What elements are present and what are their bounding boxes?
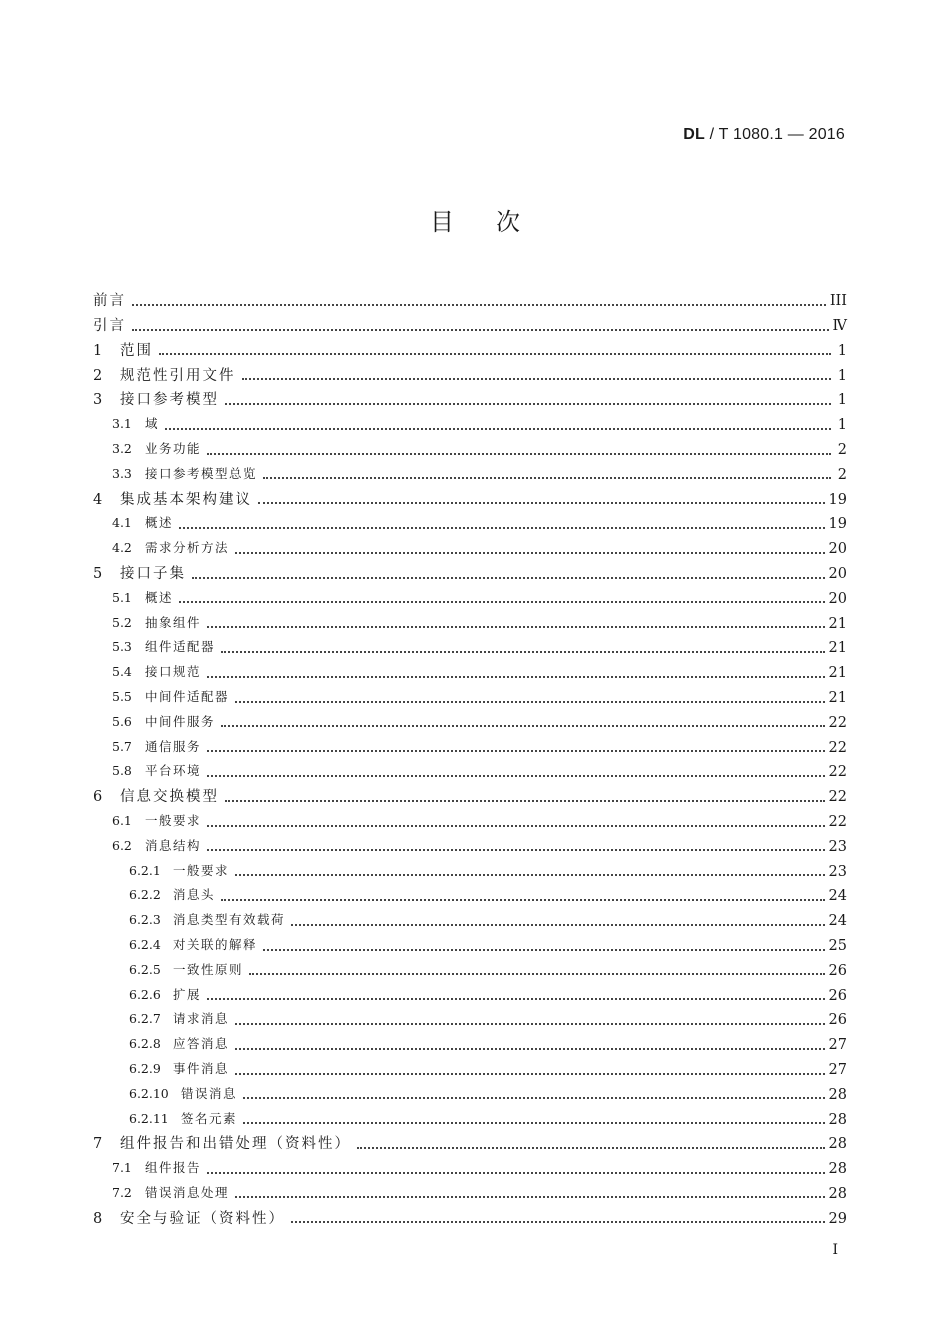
toc-dot-leader [235, 1023, 825, 1025]
toc-entry-label: 概述 [145, 515, 174, 531]
toc-entry-label: 需求分析方法 [145, 540, 230, 556]
toc-entry-label: 消息头 [173, 887, 216, 903]
toc-entry[interactable] [93, 706, 847, 731]
toc-entry-page: 27 [828, 1062, 847, 1078]
toc-entry[interactable] [93, 334, 847, 359]
toc-entry-number: 5.7 [112, 738, 132, 754]
toc-entry-number: 5.4 [112, 664, 132, 680]
page-title: 目次 [430, 208, 562, 236]
toc-entry-label: 事件消息 [173, 1061, 230, 1076]
toc-entry-number: 6.2.6 [129, 986, 161, 1002]
toc-entry[interactable] [93, 830, 847, 855]
toc-entry-label: 错误消息处理 [145, 1184, 230, 1200]
toc-entry-label: 一致性原则 [173, 961, 244, 977]
toc-entry-page: 26 [828, 987, 847, 1004]
toc-entry-number: 5.8 [112, 763, 132, 779]
toc-dot-leader [225, 800, 825, 802]
toc-dot-leader [258, 502, 825, 504]
toc-entry-number: 6.2.11 [129, 1110, 169, 1126]
toc-entry[interactable] [93, 408, 847, 433]
document-number-rest: / T 1080.1 — 2016 [705, 126, 845, 143]
toc-dot-leader [132, 304, 826, 306]
toc-entry-page: 19 [828, 491, 847, 508]
toc-entry-page: Ⅳ [832, 318, 847, 335]
toc-entry[interactable] [93, 656, 847, 681]
toc-entry-number: 7.2 [112, 1184, 132, 1200]
table-of-contents [93, 284, 847, 1226]
toc-dot-leader [179, 527, 825, 529]
toc-dot-leader [207, 775, 825, 777]
toc-entry[interactable] [93, 284, 847, 309]
toc-entry-page: 23 [828, 863, 847, 880]
toc-entry[interactable] [93, 1053, 847, 1078]
toc-entry-number: 6.2.5 [129, 961, 161, 977]
toc-entry-label: 消息结构 [145, 837, 202, 853]
toc-entry-page: 29 [828, 1210, 847, 1227]
toc-entry-label: 接口规范 [145, 664, 202, 680]
toc-entry-label: 接口参考模型总览 [145, 465, 258, 481]
toc-entry-page: 25 [828, 938, 847, 955]
toc-entry-label: 信息交换模型 [120, 789, 219, 806]
toc-entry-page: III [829, 293, 847, 310]
toc-dot-leader [225, 403, 831, 405]
toc-entry-label: 接口参考模型 [120, 392, 219, 409]
toc-entry-number: 5.5 [112, 689, 132, 705]
toc-entry-page: 20 [828, 566, 847, 583]
toc-entry[interactable] [93, 1028, 847, 1053]
toc-entry-number: 3 [93, 392, 103, 409]
toc-entry-number: 5.2 [112, 614, 132, 630]
toc-entry-label: 接口子集 [120, 566, 186, 583]
toc-entry[interactable] [93, 805, 847, 830]
toc-dot-leader [291, 1221, 825, 1223]
toc-entry-number: 6.1 [112, 813, 132, 829]
toc-entry-page: 28 [828, 1185, 847, 1202]
toc-entry[interactable] [93, 631, 847, 656]
toc-entry-number: 6.2 [112, 837, 132, 853]
toc-entry-label: 请求消息 [173, 1011, 230, 1027]
toc-entry[interactable] [93, 879, 847, 904]
toc-entry-page: 28 [828, 1161, 847, 1178]
toc-dot-leader [235, 1073, 825, 1075]
toc-entry-page: 28 [828, 1111, 847, 1128]
toc-entry-page: 21 [828, 615, 847, 632]
toc-entry-number: 6.2.7 [129, 1011, 161, 1027]
toc-entry-page: 22 [828, 764, 847, 781]
toc-entry-number: 3.1 [112, 416, 132, 432]
toc-entry[interactable] [93, 482, 847, 507]
toc-entry[interactable] [93, 458, 847, 483]
toc-entry[interactable] [93, 854, 847, 879]
toc-entry-label: 范围 [120, 342, 153, 359]
toc-dot-leader [291, 924, 825, 926]
toc-dot-leader [221, 651, 825, 653]
toc-dot-leader [235, 1196, 825, 1198]
toc-dot-leader [235, 552, 825, 554]
toc-entry[interactable] [93, 1078, 847, 1103]
toc-entry-number: 6.2.3 [129, 912, 161, 928]
toc-entry[interactable] [93, 730, 847, 755]
toc-entry[interactable] [93, 606, 847, 631]
toc-entry[interactable] [93, 1127, 847, 1152]
toc-entry-page: 2 [837, 442, 847, 459]
toc-entry-label: 错误消息 [181, 1085, 238, 1101]
toc-entry-label: 一般要求 [173, 862, 230, 878]
toc-entry-page: 28 [828, 1086, 847, 1103]
toc-entry-number: 3.2 [112, 441, 132, 457]
toc-entry-page: 19 [828, 516, 847, 533]
toc-entry[interactable] [93, 433, 847, 458]
toc-dot-leader [235, 874, 825, 876]
toc-dot-leader [207, 676, 825, 678]
toc-dot-leader [179, 601, 825, 603]
toc-entry-number: 3.3 [112, 465, 132, 481]
toc-entry-label: 平台环境 [145, 763, 202, 779]
toc-entry-number: 4.2 [112, 540, 132, 556]
toc-entry-number: 5.1 [112, 589, 132, 605]
toc-entry-number: 6.2.1 [129, 862, 161, 878]
toc-entry-label: 消息类型有效载荷 [173, 912, 286, 928]
toc-entry-page: 22 [828, 714, 847, 731]
toc-dot-leader [159, 353, 831, 355]
toc-entry-number: 6.2.9 [129, 1061, 161, 1076]
toc-entry-page: 24 [828, 913, 847, 930]
toc-entry-page: 2 [837, 466, 847, 483]
toc-entry-label: 规范性引用文件 [120, 367, 236, 384]
toc-entry[interactable] [93, 1152, 847, 1177]
document-number-prefix: DL [683, 126, 705, 143]
toc-entry-page: 20 [828, 590, 847, 607]
toc-entry-label: 中间件适配器 [145, 689, 230, 705]
toc-dot-leader [207, 750, 825, 752]
toc-entry-number: 7 [93, 1136, 103, 1153]
toc-entry-number: 6.2.8 [129, 1036, 161, 1052]
toc-entry-page: 22 [828, 739, 847, 756]
toc-entry-label: 概述 [145, 589, 174, 605]
toc-dot-leader [357, 1147, 825, 1149]
toc-entry-label: 对关联的解释 [173, 937, 258, 953]
toc-entry-label: 安全与验证（资料性） [120, 1210, 285, 1227]
toc-dot-leader [207, 998, 825, 1000]
toc-dot-leader [235, 1048, 825, 1050]
toc-entry-number: 4 [93, 491, 103, 508]
toc-dot-leader [263, 949, 825, 951]
toc-entry-page: 20 [828, 541, 847, 558]
toc-entry-number: 8 [93, 1210, 103, 1227]
toc-entry[interactable] [93, 582, 847, 607]
toc-entry[interactable] [93, 383, 847, 408]
toc-entry-page: 1 [837, 417, 847, 434]
toc-dot-leader [207, 626, 825, 628]
toc-entry[interactable] [93, 1102, 847, 1127]
toc-entry[interactable] [93, 532, 847, 557]
toc-dot-leader [242, 378, 832, 380]
toc-entry-page: 28 [828, 1136, 847, 1153]
toc-entry-label: 中间件服务 [145, 713, 216, 729]
toc-entry[interactable] [93, 954, 847, 979]
toc-entry-page: 27 [828, 1037, 847, 1054]
toc-entry-label: 抽象组件 [145, 614, 202, 630]
toc-entry[interactable] [93, 507, 847, 532]
toc-entry-page: 21 [828, 665, 847, 682]
toc-entry[interactable] [93, 978, 847, 1003]
toc-entry[interactable] [93, 1177, 847, 1202]
toc-dot-leader [207, 453, 831, 455]
toc-entry-page: 24 [828, 888, 847, 905]
toc-entry-number: 6.2.4 [129, 937, 161, 953]
toc-dot-leader [221, 725, 825, 727]
toc-entry-page: 26 [828, 1012, 847, 1029]
toc-entry-label: 域 [145, 416, 160, 432]
toc-entry-label: 应答消息 [173, 1036, 230, 1052]
toc-entry-label: 组件适配器 [145, 639, 216, 655]
toc-dot-leader [243, 1122, 825, 1124]
toc-dot-leader [165, 428, 831, 430]
toc-entry-number: 5.3 [112, 639, 132, 655]
toc-entry[interactable] [93, 309, 847, 334]
toc-entry[interactable] [93, 557, 847, 582]
toc-entry-number: 4.1 [112, 515, 132, 531]
toc-entry[interactable] [93, 358, 847, 383]
toc-entry-page: 22 [828, 814, 847, 831]
toc-entry[interactable] [93, 681, 847, 706]
toc-entry[interactable] [93, 929, 847, 954]
toc-dot-leader [235, 701, 825, 703]
toc-dot-leader [243, 1097, 825, 1099]
toc-entry-label: 引言 [93, 318, 126, 335]
toc-entry-number: 2 [93, 367, 103, 384]
toc-entry-page: 21 [828, 690, 847, 707]
toc-entry[interactable] [93, 1003, 847, 1028]
toc-entry-page: 23 [828, 838, 847, 855]
toc-dot-leader [207, 849, 825, 851]
toc-entry[interactable] [93, 904, 847, 929]
toc-entry[interactable] [93, 780, 847, 805]
toc-entry-label: 集成基本架构建议 [120, 491, 252, 508]
toc-entry-label: 前言 [93, 293, 126, 310]
page-number: I [832, 1242, 838, 1258]
toc-dot-leader [263, 477, 831, 479]
toc-entry-number: 6 [93, 789, 103, 806]
toc-entry-number: 1 [93, 342, 103, 359]
toc-dot-leader [207, 1172, 825, 1174]
toc-dot-leader [249, 973, 825, 975]
toc-entry-label: 签名元素 [181, 1110, 238, 1126]
toc-dot-leader [207, 825, 825, 827]
toc-entry[interactable] [93, 1201, 847, 1226]
toc-entry-number: 6.2.2 [129, 887, 161, 903]
toc-entry-number: 7.1 [112, 1160, 132, 1176]
toc-entry-label: 组件报告 [145, 1160, 202, 1176]
toc-entry[interactable] [93, 755, 847, 780]
toc-entry-label: 扩展 [173, 986, 202, 1002]
document-number [683, 126, 845, 144]
toc-entry-page: 21 [828, 640, 847, 657]
toc-entry-number: 6.2.10 [129, 1085, 169, 1101]
toc-entry-number: 5 [93, 566, 103, 583]
toc-entry-number: 5.6 [112, 713, 132, 729]
toc-entry-page: 26 [828, 962, 847, 979]
toc-entry-label: 通信服务 [145, 738, 202, 754]
toc-entry-label: 一般要求 [145, 813, 202, 829]
toc-entry-page: 22 [828, 789, 847, 806]
toc-dot-leader [192, 577, 825, 579]
toc-entry-label: 组件报告和出错处理（资料性） [120, 1136, 351, 1153]
toc-dot-leader [132, 329, 829, 331]
toc-entry-page: 1 [837, 367, 847, 384]
toc-entry-label: 业务功能 [145, 441, 202, 457]
toc-dot-leader [221, 899, 825, 901]
toc-entry-page: 1 [837, 342, 847, 359]
toc-entry-page: 1 [837, 392, 847, 409]
